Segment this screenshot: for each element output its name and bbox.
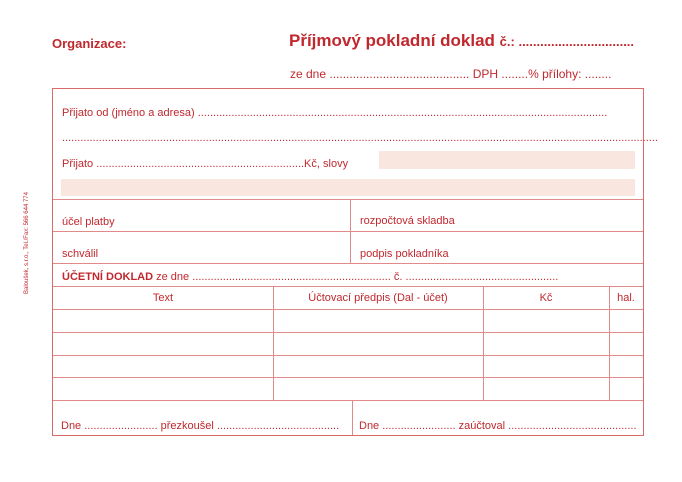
divider — [53, 231, 643, 232]
printer-sidebar-text: Baloušek, s.r.o., Tel./Fax: 566 644 774 — [24, 192, 30, 294]
address-continuation-line[interactable]: ................................................................................................................................................................................................... — [62, 132, 658, 144]
accounting-document-line[interactable] — [62, 271, 558, 283]
document-title — [289, 31, 634, 51]
column-header-posting: Účtovací předpis (Dal - účet) — [308, 292, 448, 304]
document-title-text: Příjmový pokladní doklad — [289, 31, 495, 50]
table-column-divider — [273, 286, 274, 400]
divider — [53, 199, 643, 200]
document-number-field[interactable]: č.: ................................ — [499, 34, 635, 49]
table-row[interactable] — [53, 309, 643, 310]
accounting-document-heading: ÚČETNÍ DOKLAD — [62, 271, 154, 283]
posted-by-field[interactable]: Dne ........................ zaúčtoval .......................................... — [359, 420, 637, 432]
table-row[interactable] — [53, 332, 643, 333]
cashier-signature-label: podpis pokladníka — [360, 248, 449, 260]
table-column-divider — [483, 286, 484, 400]
column-header-crowns: Kč — [539, 292, 553, 304]
amount-in-words-box[interactable] — [379, 151, 635, 169]
table-row[interactable] — [53, 377, 643, 378]
amount-in-words-continuation-box[interactable] — [61, 179, 635, 196]
divider — [53, 286, 643, 287]
payment-purpose-label: účel platby — [62, 216, 115, 228]
organization-label: Organizace: — [52, 36, 127, 51]
accounting-document-fields: ze dne ................................................................. č. .................................................. — [153, 271, 559, 283]
column-header-halers: hal. — [617, 292, 635, 304]
receipt-form — [52, 88, 658, 436]
table-column-divider — [609, 286, 610, 400]
checked-by-field[interactable]: Dne ........................ přezkoušel ........................................ — [61, 420, 340, 432]
approved-label: schválil — [62, 248, 99, 260]
received-amount-field[interactable]: Přijato ....................................................................Kč, slovy — [62, 158, 349, 170]
table-row[interactable] — [53, 400, 643, 401]
date-vat-attachments-line[interactable]: ze dne .......................................... DPH ........% přílohy: ........ — [290, 67, 612, 81]
divider — [53, 263, 643, 264]
footer-divider — [352, 400, 353, 435]
table-row[interactable] — [53, 355, 643, 356]
column-header-text: Text — [152, 292, 174, 304]
received-from-field[interactable]: Přijato od (jméno a adresa) ...................................................................................................................................... — [62, 107, 608, 119]
budget-composition-label: rozpočtová skladba — [360, 215, 455, 227]
